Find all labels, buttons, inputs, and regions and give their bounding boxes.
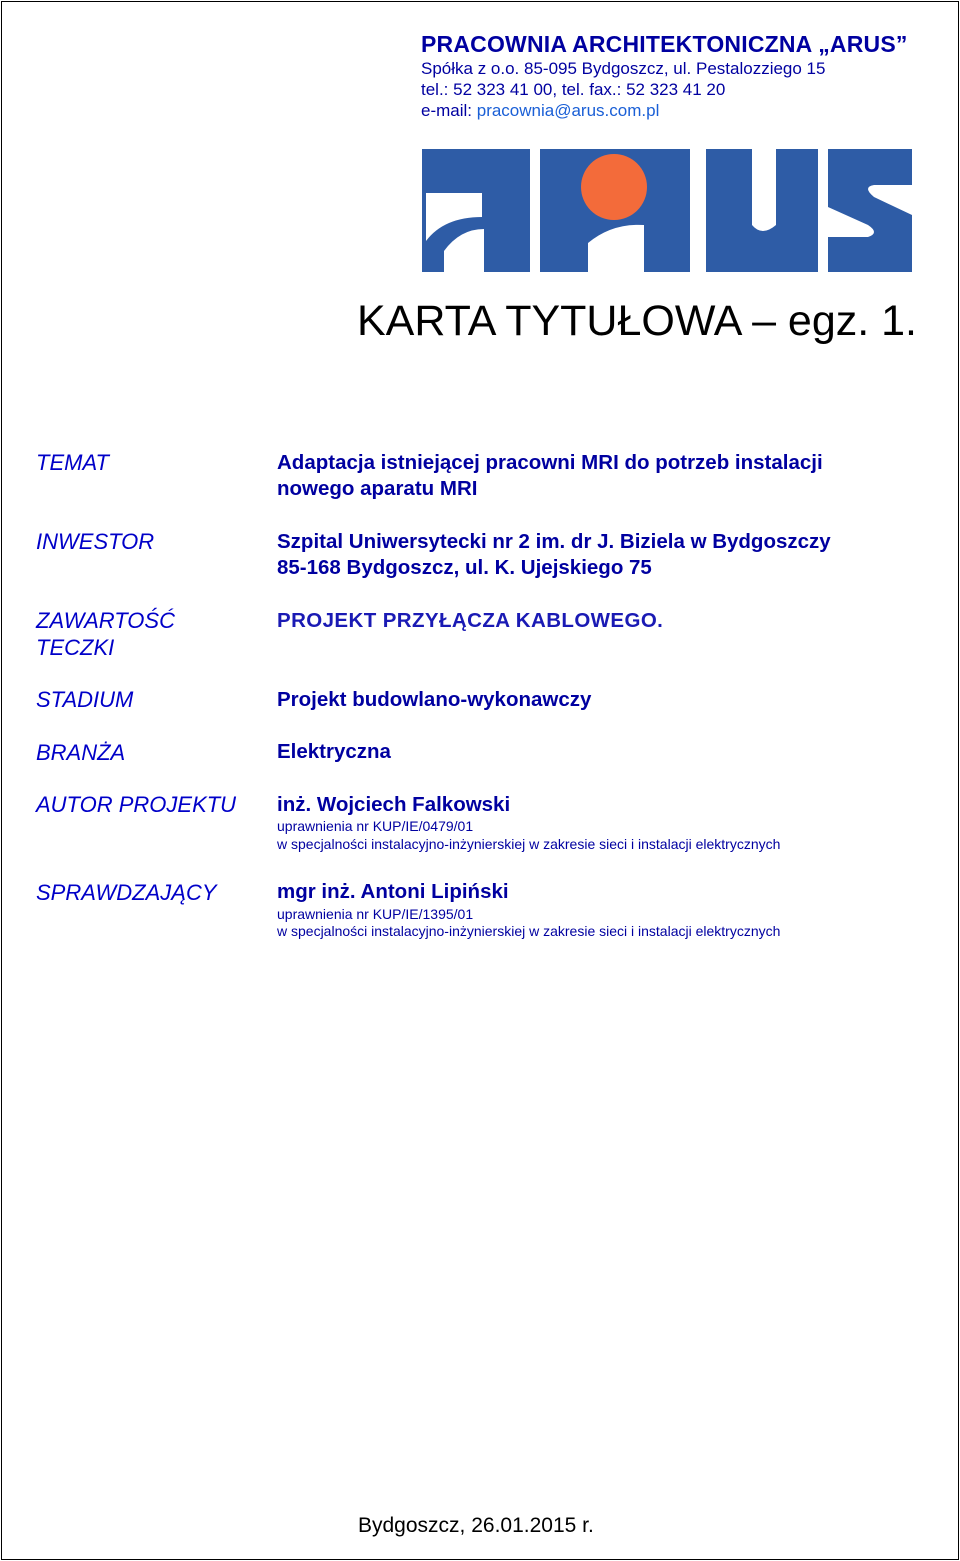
inwestor-line-2: 85-168 Bydgoszcz, ul. K. Ujejskiego 75 [277, 556, 652, 579]
logo-letter-s [828, 149, 912, 272]
company-email-line [421, 101, 659, 121]
stadium-value: Projekt budowlano-wykonawczy [277, 688, 592, 711]
temat-line-1: Adaptacja istniejącej pracowni MRI do potrzeb instalacji [277, 451, 823, 474]
logo-letter-u [706, 149, 818, 272]
company-phone: tel.: 52 323 41 00, tel. fax.: 52 323 41 20 [421, 80, 726, 99]
label-zawartosc-2: TECZKI [36, 635, 115, 660]
arus-logo [422, 145, 912, 272]
label-branza: BRANŻA [36, 740, 126, 765]
sprawdzajacy-specialty: w specjalności instalacyjno-inżynierskiej w zakresie sieci i instalacji elektrycznych [277, 923, 781, 939]
logo-letter-a [422, 149, 530, 272]
company-address: Spółka z o.o. 85-095 Bydgoszcz, ul. Pestalozziego 15 [421, 59, 826, 78]
label-stadium: STADIUM [36, 687, 134, 712]
sprawdzajacy-name: mgr inż. Antoni Lipiński [277, 880, 509, 903]
email-prefix: e-mail: [421, 101, 477, 120]
company-name: PRACOWNIA ARCHITEKTONICZNA „ARUS” [421, 31, 908, 57]
label-zawartosc-1: ZAWARTOŚĆ [36, 608, 175, 633]
temat-line-2: nowego aparatu MRI [277, 477, 478, 500]
autor-specialty: w specjalności instalacyjno-inżynierskiej w zakresie sieci i instalacji elektrycznych [277, 836, 781, 852]
autor-license: uprawnienia nr KUP/IE/0479/01 [277, 818, 474, 834]
autor-name: inż. Wojciech Falkowski [277, 793, 511, 816]
label-autor: AUTOR PROJEKTU [36, 792, 237, 817]
sprawdzajacy-license: uprawnienia nr KUP/IE/1395/01 [277, 906, 474, 922]
label-temat: TEMAT [36, 450, 109, 475]
label-sprawdzajacy: SPRAWDZAJĄCY [36, 880, 217, 905]
inwestor-line-1: Szpital Uniwersytecki nr 2 im. dr J. Biziela w Bydgoszczy [277, 530, 831, 553]
branza-value: Elektryczna [277, 740, 391, 763]
place-date: Bydgoszcz, 26.01.2015 r. [358, 1514, 594, 1537]
zawartosc-value: PROJEKT PRZYŁĄCZA KABLOWEGO. [277, 609, 664, 632]
document-title: KARTA TYTUŁOWA – egz. 1. [357, 297, 918, 345]
logo-orange-dot [581, 154, 647, 220]
email-link[interactable]: pracownia@arus.com.pl [476, 101, 660, 120]
label-inwestor: INWESTOR [36, 529, 155, 554]
